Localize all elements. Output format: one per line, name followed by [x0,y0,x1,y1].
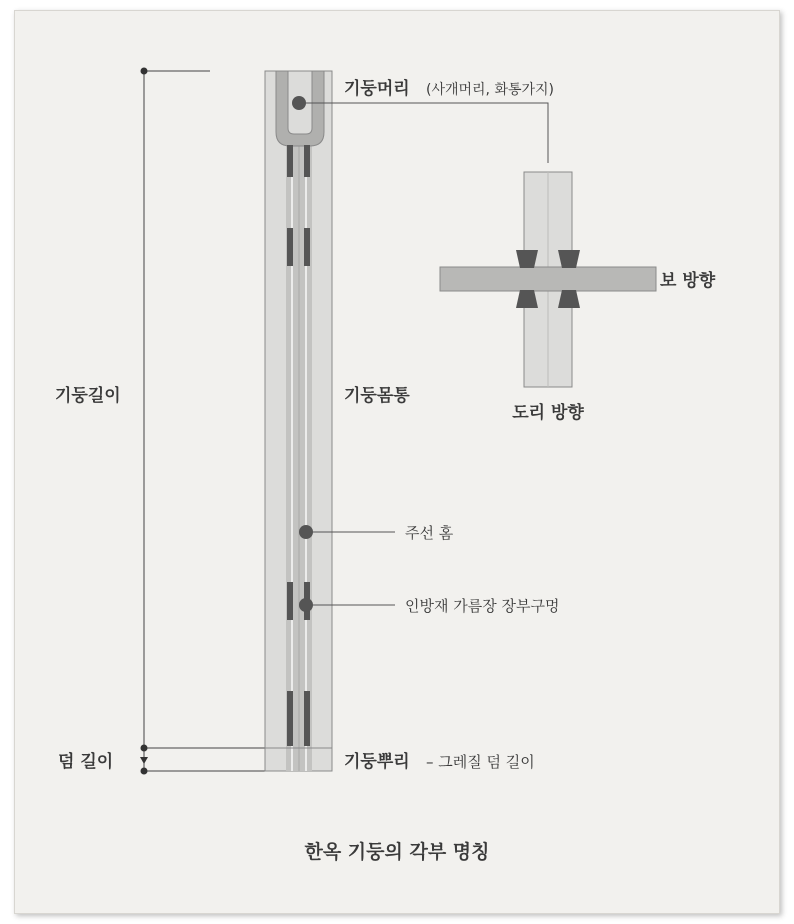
extra-length-label: 덤 길이 [58,752,114,772]
groove-label: 주선 홈 [405,524,454,542]
column-root-sublabel: – 그레질 덤 길이 [426,753,535,771]
column [265,71,332,771]
column-body-label: 기둥몸통 [344,386,410,406]
arrow-down-icon [140,757,148,764]
column-root-label: 기둥뿌리 [344,752,410,772]
mortise-label: 인방재 가름장 장부구멍 [405,597,560,615]
column-head-sublabel: (사개머리, 화통가지) [426,82,555,98]
figure-caption: 한옥 기둥의 각부 명칭 [304,841,490,863]
column-head-label: 기둥머리 [344,79,410,99]
dori-direction-label: 도리 방향 [512,403,584,423]
beam-direction-label: 보 방향 [660,271,716,291]
column-length-label: 기둥길이 [55,386,121,406]
joint-cross-section [440,172,656,387]
